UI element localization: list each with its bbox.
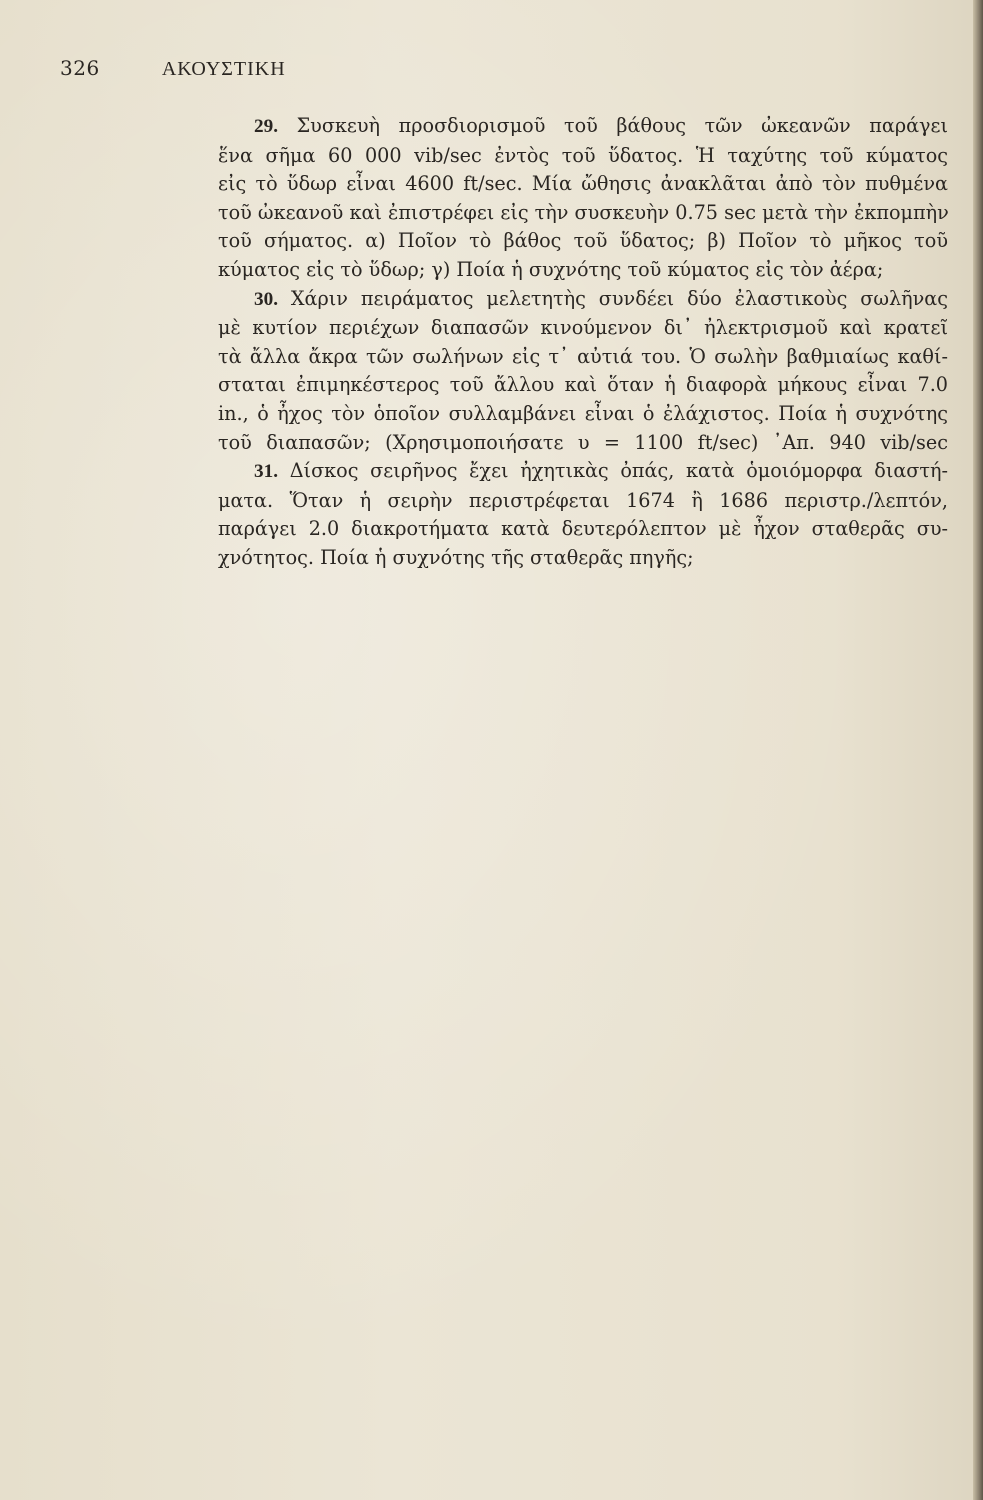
problem-number: 31. xyxy=(254,461,278,483)
problem-30 xyxy=(218,285,948,458)
problem-number: 29. xyxy=(254,116,278,137)
problem-line: 31. Δίσκος σειρῆνος ἔχει ἠχητικὰς ὀπάς, κατὰ ὁμοιόμορφα διαστή- xyxy=(254,459,948,483)
problem-line: 29. Συσκευὴ προσδιορισμοῦ τοῦ βάθους τῶν ὠκεανῶν παράγει xyxy=(254,114,948,137)
problem-31 xyxy=(218,457,948,572)
book-spine-shadow xyxy=(973,0,983,1500)
problem-line: εἰς τὸ ὕδωρ εἶναι 4600 ft/sec. Μία ὤθησις ἀνακλᾶται ἀπὸ τὸν πυθμένα xyxy=(218,172,948,196)
page-number: 326 xyxy=(60,56,100,80)
problem-line: in., ὁ ἦχος τὸν ὁποῖον συλλαμβάνει εἶναι ὁ ἐλάχιστος. Ποία ἡ συχνότης xyxy=(218,401,948,425)
problem-line: χνότητος. Ποία ἡ συχνότης τῆς σταθερᾶς πηγῆς; xyxy=(218,545,694,569)
problem-line: σταται ἐπιμηκέστερος τοῦ ἄλλου καὶ ὅταν ἡ διαφορὰ μήκους εἶναι 7.0 xyxy=(218,373,948,397)
problem-29 xyxy=(218,112,948,285)
problem-line: τοῦ διαπασῶν; (Χρησιμοποιήσατε υ = 1100 ft/sec) ᾿Απ. 940 vib/sec xyxy=(218,430,948,454)
problem-line: 30. Χάριν πειράματος μελετητὴς συνδέει δύο ἐλαστικοὺς σωλῆνας xyxy=(254,286,948,310)
problem-line: μὲ κυτίον περιέχων διαπασῶν κινούμενον δι᾿ ἠλεκτρισμοῦ καὶ κρατεῖ xyxy=(218,316,948,340)
problem-line: ἕνα σῆμα 60 000 vib/sec ἐντὸς τοῦ ὕδατος. Ἡ ταχύτης τοῦ κύματος xyxy=(218,143,948,167)
problem-line: τοῦ σήματος. α) Ποῖον τὸ βάθος τοῦ ὕδατος; β) Ποῖον τὸ μῆκος τοῦ xyxy=(218,229,948,253)
running-title: ΑΚΟΥΣΤΙΚΗ xyxy=(161,58,286,80)
problem-line: παράγει 2.0 διακροτήματα κατὰ δευτερόλεπτον μὲ ἦχον σταθερᾶς συ- xyxy=(218,517,948,541)
problem-line: ματα. Ὅταν ἡ σειρὴν περιστρέφεται 1674 ἢ 1686 περιστρ./λεπτόν, xyxy=(218,488,948,512)
problem-number: 30. xyxy=(254,288,278,310)
problem-line: τὰ ἄλλα ἄκρα τῶν σωλήνων εἰς τ᾿ αὐτιά του. Ὁ σωλὴν βαθμιαίως καθί- xyxy=(218,344,948,368)
problem-line: τοῦ ὠκεανοῦ καὶ ἐπιστρέφει εἰς τὴν συσκευὴν 0.75 sec μετὰ τὴν ἐκπομπὴν xyxy=(218,200,949,224)
problem-line: κύματος εἰς τὸ ὕδωρ; γ) Ποία ἡ συχνότης τοῦ κύματος εἰς τὸν ἀέρα; xyxy=(218,257,884,281)
page-body xyxy=(218,112,948,573)
page-header xyxy=(60,56,286,81)
